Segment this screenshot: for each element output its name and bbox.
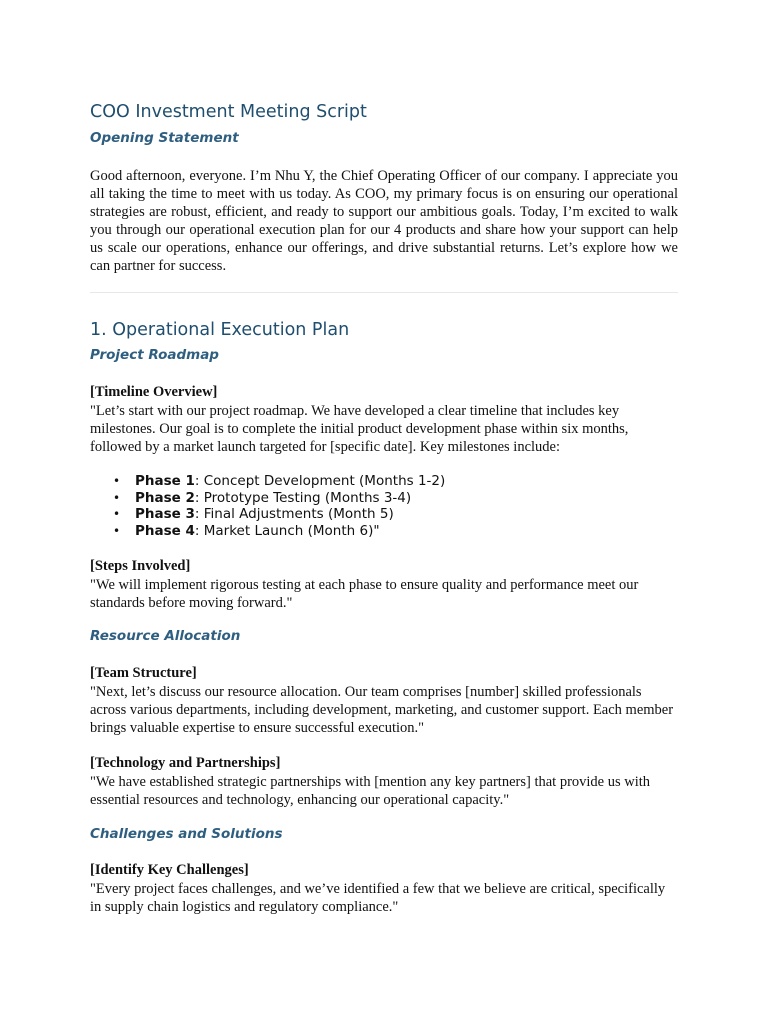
phase-description: : Concept Development (Months 1-2) — [194, 473, 446, 489]
team-paragraph: "Next, let’s discuss our resource allocation. Our team comprises [number] skilled professionals across various departments, including development, marketing, and customer support. Each member brings valuable expertise to ensure successful execution." — [90, 684, 674, 736]
bullet-icon: • — [113, 507, 121, 522]
opening-paragraph: Good afternoon, everyone. I’m Nhu Y, the Chief Operating Officer of our company. I appreciate you all taking the time to meet with us today. As COO, my primary focus is on ensuring our operational strategies are robust, efficient, and ready to support our ambitious goals. Today, I’m excited to walk you through our operational execution plan for our 4 products and share how your support can help us scale our operations, enhance our offerings, and drive substantial returns. Let’s explore how we can partner for success. — [90, 168, 678, 274]
phase-description: : Final Adjustments (Month 5) — [194, 506, 394, 523]
identify-paragraph: "Every project faces challenges, and we’ve identified a few that we believe are critical, specifically in supply chain logistics and regulatory compliance." — [90, 881, 666, 915]
phase-description: : Market Launch (Month 6)" — [194, 523, 380, 540]
list-item — [90, 523, 445, 540]
steps-label: [Steps Involved] — [90, 558, 191, 574]
list-item — [90, 506, 445, 523]
section-1-heading: 1. Operational Execution Plan — [90, 320, 350, 340]
phase-name: Phase 4 — [135, 523, 195, 540]
timeline-paragraph: "Let’s start with our project roadmap. We have developed a clear timeline that includes key milestones. Our goal is to complete the initial product development phase within six months, followed by a market launch targeted for [specific date]. Key milestones include: — [90, 403, 629, 455]
bullet-icon: • — [113, 474, 121, 488]
phase-name: Phase 1 — [135, 473, 195, 489]
identify-label: [Identify Key Challenges] — [90, 862, 249, 878]
bullet-icon: • — [113, 490, 121, 505]
phase-name: Phase 3 — [135, 506, 195, 523]
phase-description: : Prototype Testing (Months 3-4) — [194, 489, 412, 506]
bullet-icon: • — [113, 524, 121, 539]
roadmap-heading: Project Roadmap — [90, 347, 219, 363]
phase-name: Phase 2 — [135, 489, 195, 506]
opening-heading: Opening Statement — [90, 130, 239, 146]
list-item — [90, 490, 445, 507]
list-item — [90, 473, 445, 490]
team-label: [Team Structure] — [90, 665, 197, 681]
timeline-label: [Timeline Overview] — [90, 384, 218, 400]
tech-paragraph: "We have established strategic partnerships with [mention any key partners] that provide us with essential resources and technology, enhancing our operational capacity." — [90, 774, 651, 808]
tech-label: [Technology and Partnerships] — [90, 755, 281, 771]
challenges-heading: Challenges and Solutions — [90, 826, 283, 842]
document-title: COO Investment Meeting Script — [90, 102, 367, 122]
phase-list — [90, 473, 445, 540]
section-divider — [90, 292, 678, 293]
steps-paragraph: "We will implement rigorous testing at each phase to ensure quality and performance meet our standards before moving forward." — [90, 577, 639, 611]
resources-heading: Resource Allocation — [90, 628, 241, 644]
